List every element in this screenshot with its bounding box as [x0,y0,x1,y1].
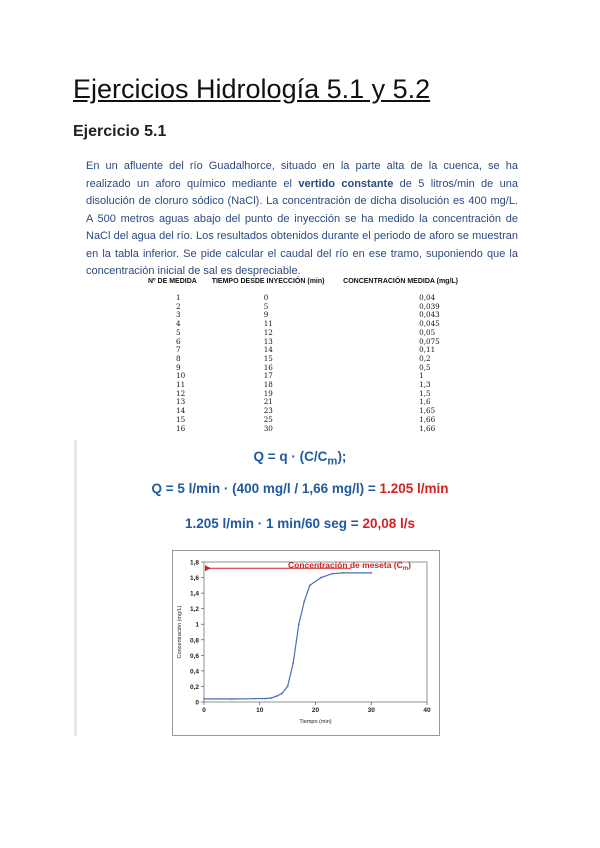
formula-caudal-main: Q = 5 l/min · (400 mg/l / 1,66 mg/l) = [151,481,380,496]
cell-tiempo: 16 [263,362,273,372]
cell-medida: 10 [176,371,186,381]
cell-concentracion: 1,6 [419,397,431,407]
data-point [370,572,372,574]
cell-tiempo: 14 [263,345,273,355]
cell-concentracion: 0,2 [419,353,431,363]
cell-concentracion: 0,11 [419,345,436,355]
table-row [148,398,458,407]
cell-tiempo: 23 [263,406,273,416]
table-row [148,303,458,312]
formula-caudal-result: 1.205 l/min [379,481,449,496]
table-row [148,381,458,390]
formula-general-sub: m [327,455,338,468]
cell-concentracion: 1 [419,371,424,381]
table-header-row [148,278,458,294]
cell-tiempo: 19 [263,388,273,398]
data-point [342,572,344,574]
cell-tiempo: 25 [263,414,273,424]
annotation-sub: m [402,566,409,572]
x-tick-label: 0 [202,707,206,714]
y-tick-label: 1,8 [189,559,199,567]
cell-medida: 12 [176,388,186,398]
cell-concentracion: 1,65 [419,406,436,416]
x-tick-label: 10 [256,707,264,714]
x-tick-label: 20 [311,707,320,714]
y-tick-label: 1,4 [189,590,199,598]
cell-medida: 8 [176,353,181,363]
y-tick-label: 0,8 [189,637,199,645]
table-row [148,320,458,329]
table-row [148,390,458,399]
cell-medida: 2 [176,301,181,311]
cell-tiempo: 15 [263,353,273,363]
problem-statement [86,158,518,281]
cell-medida: 15 [176,414,186,424]
formula-conversion-main: 1.205 l/min · 1 min/60 seg = [184,516,363,531]
cell-concentracion: 0,5 [419,362,431,372]
header-medida: Nº DE MEDIDA [148,278,197,285]
concentration-chart [172,550,440,736]
table-row [148,416,458,425]
data-point [320,577,322,579]
page-title: Ejercicios Hidrología 5.1 y 5.2 [73,74,431,104]
cell-medida: 6 [176,336,181,346]
cell-concentracion: 0,039 [419,301,440,311]
cell-tiempo: 11 [263,319,273,329]
cell-medida: 13 [176,397,186,407]
y-tick-label: 1,6 [189,575,199,583]
table-row [148,346,458,355]
cell-medida: 7 [176,345,181,355]
cell-tiempo: 5 [263,301,269,311]
y-tick-label: 0,2 [189,683,199,691]
table-row [148,311,458,320]
formula-conversion-result: 20,08 l/s [362,516,415,531]
cell-medida: 9 [176,362,181,372]
table-row [148,364,458,373]
measurements-table [148,278,458,433]
header-tiempo: TIEMPO DESDE INYECCIÓN (min) [211,278,325,285]
y-tick-label: 1 [195,621,199,629]
cell-tiempo: 9 [263,310,269,320]
cell-tiempo: 18 [263,380,273,390]
cell-medida: 5 [176,327,181,337]
table-row [148,294,458,303]
statement-bold: vertido constante [298,177,394,190]
table-row [148,355,458,364]
chart-svg [173,551,439,735]
table-row [148,407,458,416]
plot-area [204,562,427,702]
exercise-subtitle: Ejercicio 5.1 [73,123,167,140]
data-point [331,573,333,575]
cell-medida: 3 [176,310,181,320]
y-tick-label: 1,2 [189,606,199,614]
data-point [270,697,272,699]
cell-concentracion: 0,05 [419,327,436,337]
cell-concentracion: 0,075 [419,336,440,346]
cell-tiempo: 30 [263,423,273,433]
table-row [148,425,458,434]
data-point [264,698,266,700]
cell-concentracion: 0,04 [419,293,436,302]
formula-general [0,449,600,468]
y-tick-label: 0 [195,699,199,707]
cell-tiempo: 13 [263,336,273,346]
cell-medida: 1 [176,293,181,302]
table-body [148,294,458,433]
data-point [203,698,205,700]
table-row [148,372,458,381]
cell-tiempo: 12 [263,327,273,337]
cell-tiempo: 21 [263,397,273,407]
data-point [309,584,311,586]
cell-medida: 11 [176,380,186,390]
cell-tiempo: 17 [263,371,273,381]
y-tick-label: 0,6 [189,652,199,660]
cell-concentracion: 1,3 [419,380,431,390]
data-point [281,693,283,695]
cell-medida: 16 [176,423,186,433]
y-tick-label: 0,4 [189,668,199,676]
statement-part1: En un afluente del río Guadalhorce, situado en la parte alta de la cuenca, se ha realizado un aforo químico mediante el [86,160,518,190]
table-row [148,338,458,347]
header-concentracion: CONCENTRACIÓN MEDIDA (mg/L) [343,278,458,285]
cell-medida: 4 [176,319,181,329]
cell-concentracion: 1,66 [419,414,436,424]
table-row [148,329,458,338]
y-axis-label: Concentración (mg/L) [177,605,183,659]
data-point [253,698,255,700]
cell-concentracion: 0,043 [419,310,440,320]
annotation-main: Concentración de meseta (C [288,560,403,570]
data-point [276,695,278,697]
formula-general-b: ); [337,449,347,464]
annotation-end: ) [408,560,411,570]
formula-general-a: Q = q · (C/C [253,449,328,464]
cell-medida: 14 [176,406,186,416]
data-point [298,623,300,625]
cell-tiempo: 0 [263,293,269,302]
cell-concentracion: 1,5 [419,388,431,398]
x-tick-label: 40 [423,707,431,714]
data-point [287,686,289,688]
formula-caudal [0,481,600,496]
cell-concentracion: 0,045 [419,319,440,329]
data-point [231,698,233,700]
cell-concentracion: 1,66 [419,423,436,433]
data-point [292,662,294,664]
statement-part2: de 5 litros/min de una disolución de cloruro sódico (NaCl). La concentración de dicha disolución es 400 mg/L. A 500 metros aguas abajo del punto de inyección se ha medido la concentración de NaCl del agua del río. Los resultados obtenidos durante el periodo de aforo se muestran en la tabla inferior. Se pide calcular el caudal del río en ese tramo, suponiendo que la concentración inicial de sal es despreciable. [86,177,518,277]
x-axis-label: Tiempo (min) [299,719,332,725]
x-tick-label: 30 [367,707,375,714]
formula-conversion [0,516,600,531]
data-point [303,600,305,602]
